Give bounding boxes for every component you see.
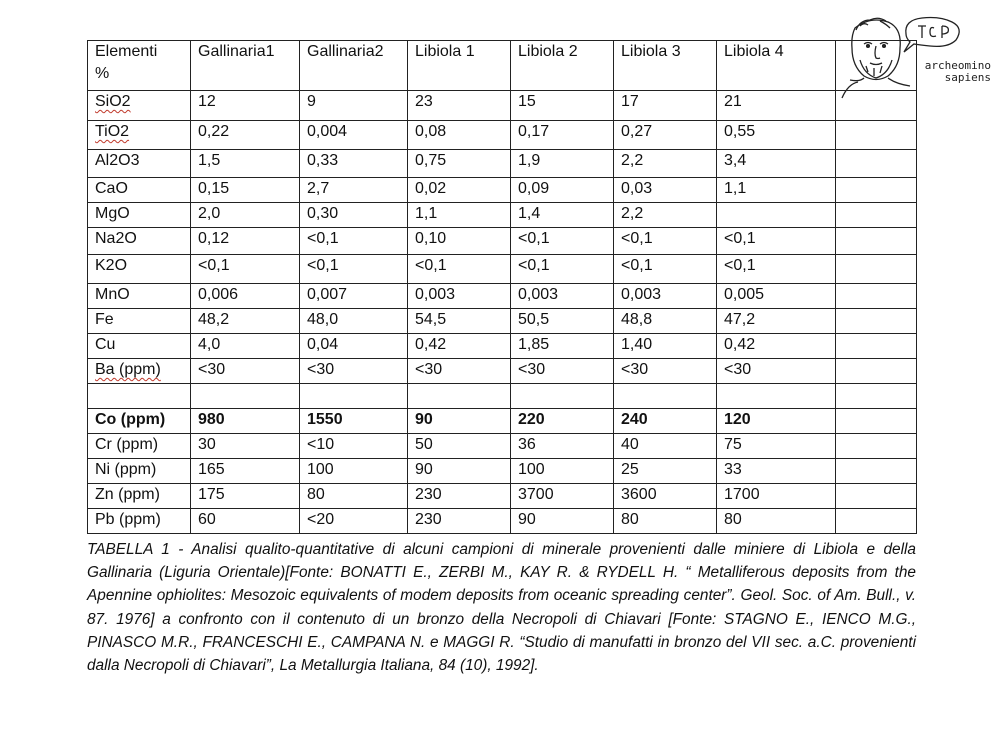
header-cell-text: Libiola 1 <box>415 43 475 60</box>
value-cell <box>836 459 917 484</box>
value-cell: <30 <box>300 359 408 384</box>
row-label: CaO <box>95 180 128 197</box>
table-row <box>88 484 917 509</box>
value-cell: 1550 <box>300 409 408 434</box>
value-cell: 47,2 <box>717 309 836 334</box>
value-cell: 50 <box>408 434 511 459</box>
value-cell: 220 <box>511 409 614 434</box>
row-label: Zn (ppm) <box>95 486 160 503</box>
row-label-cell <box>88 434 191 459</box>
value-cell: 60 <box>191 509 300 534</box>
value-cell: 0,15 <box>191 178 300 203</box>
table-row <box>88 384 917 409</box>
value-cell: 0,003 <box>614 284 717 309</box>
value-cell: <0,1 <box>300 255 408 284</box>
header-cell-text: Gallinaria2 <box>307 43 384 60</box>
value-cell: 1,9 <box>511 150 614 178</box>
value-cell: <0,1 <box>717 255 836 284</box>
header-cell <box>614 41 717 91</box>
table-row <box>88 203 917 228</box>
value-cell: 230 <box>408 509 511 534</box>
header-cell-text: Libiola 3 <box>621 43 681 60</box>
table-row <box>88 255 917 284</box>
logo-line-2: sapiens <box>944 71 991 84</box>
value-cell: 90 <box>408 459 511 484</box>
value-cell: 0,003 <box>511 284 614 309</box>
value-cell: 0,22 <box>191 121 300 150</box>
value-cell <box>836 309 917 334</box>
value-cell: 2,2 <box>614 203 717 228</box>
value-cell: <0,1 <box>717 228 836 255</box>
row-label-cell <box>88 121 191 150</box>
value-cell <box>836 255 917 284</box>
value-cell: 0,007 <box>300 284 408 309</box>
value-cell: <30 <box>511 359 614 384</box>
value-cell <box>836 359 917 384</box>
value-cell: 1,40 <box>614 334 717 359</box>
value-cell: 25 <box>614 459 717 484</box>
table-row <box>88 359 917 384</box>
value-cell <box>408 384 511 409</box>
value-cell: 4,0 <box>191 334 300 359</box>
value-cell: 9 <box>300 91 408 121</box>
value-cell: 1,1 <box>408 203 511 228</box>
table-row <box>88 459 917 484</box>
table-row <box>88 434 917 459</box>
value-cell: 240 <box>614 409 717 434</box>
row-label-cell <box>88 484 191 509</box>
value-cell: 3600 <box>614 484 717 509</box>
value-cell <box>836 228 917 255</box>
value-cell: 100 <box>300 459 408 484</box>
header-cell <box>300 41 408 91</box>
value-cell: 3,4 <box>717 150 836 178</box>
value-cell: 0,12 <box>191 228 300 255</box>
value-cell <box>836 434 917 459</box>
table-row <box>88 121 917 150</box>
value-cell: 230 <box>408 484 511 509</box>
row-label-cell <box>88 309 191 334</box>
value-cell <box>836 178 917 203</box>
row-label: Pb (ppm) <box>95 511 161 528</box>
header-cell-text: % <box>95 65 110 82</box>
value-cell: 0,75 <box>408 150 511 178</box>
value-cell: 120 <box>717 409 836 434</box>
row-label: Ni (ppm) <box>95 461 157 478</box>
value-cell: <30 <box>191 359 300 384</box>
value-cell: 90 <box>511 509 614 534</box>
value-cell: 1,85 <box>511 334 614 359</box>
row-label-cell <box>88 284 191 309</box>
row-label: Fe <box>95 311 114 328</box>
value-cell: <30 <box>614 359 717 384</box>
value-cell: 0,005 <box>717 284 836 309</box>
value-cell: <0,1 <box>511 228 614 255</box>
value-cell: <10 <box>300 434 408 459</box>
value-cell: 3700 <box>511 484 614 509</box>
value-cell: 0,09 <box>511 178 614 203</box>
value-cell: 21 <box>717 91 836 121</box>
value-cell: 1,5 <box>191 150 300 178</box>
row-label-cell <box>88 409 191 434</box>
value-cell <box>836 384 917 409</box>
value-cell: 0,42 <box>408 334 511 359</box>
table-row <box>88 228 917 255</box>
logo-line-1: archeomino <box>924 59 991 72</box>
value-cell: 165 <box>191 459 300 484</box>
value-cell: 48,8 <box>614 309 717 334</box>
row-label: Co (ppm) <box>95 411 166 428</box>
value-cell: 12 <box>191 91 300 121</box>
value-cell <box>717 384 836 409</box>
row-label: Cu <box>95 336 116 353</box>
value-cell: 40 <box>614 434 717 459</box>
value-cell: 100 <box>511 459 614 484</box>
row-label: SiO2 <box>95 93 131 110</box>
value-cell: <0,1 <box>408 255 511 284</box>
value-cell <box>717 203 836 228</box>
table-header-row <box>88 41 917 91</box>
value-cell: 1,4 <box>511 203 614 228</box>
header-cell <box>408 41 511 91</box>
value-cell: 90 <box>408 409 511 434</box>
header-cell <box>717 41 836 91</box>
row-label-cell <box>88 334 191 359</box>
value-cell: 33 <box>717 459 836 484</box>
value-cell: 2,2 <box>614 150 717 178</box>
value-cell <box>300 384 408 409</box>
row-label-cell <box>88 509 191 534</box>
value-cell: 980 <box>191 409 300 434</box>
row-label-cell <box>88 459 191 484</box>
value-cell <box>836 509 917 534</box>
header-cell <box>511 41 614 91</box>
value-cell: 0,30 <box>300 203 408 228</box>
value-cell: 36 <box>511 434 614 459</box>
row-label: TiO2 <box>95 123 130 140</box>
value-cell: 0,55 <box>717 121 836 150</box>
value-cell: 23 <box>408 91 511 121</box>
row-label-cell <box>88 150 191 178</box>
value-cell: 0,42 <box>717 334 836 359</box>
caveman-face-logo-icon <box>830 8 990 108</box>
value-cell: 1,1 <box>717 178 836 203</box>
value-cell <box>836 203 917 228</box>
value-cell: 0,10 <box>408 228 511 255</box>
table-row <box>88 178 917 203</box>
value-cell: 80 <box>300 484 408 509</box>
value-cell: 30 <box>191 434 300 459</box>
value-cell: 54,5 <box>408 309 511 334</box>
table-row <box>88 91 917 121</box>
row-label-cell <box>88 203 191 228</box>
row-label: MnO <box>95 286 130 303</box>
value-cell: <0,1 <box>511 255 614 284</box>
header-cell-text: Libiola 4 <box>724 43 784 60</box>
value-cell: 2,7 <box>300 178 408 203</box>
value-cell: <30 <box>408 359 511 384</box>
value-cell: 50,5 <box>511 309 614 334</box>
row-label: Ba (ppm) <box>95 361 161 378</box>
value-cell <box>836 121 917 150</box>
header-cell <box>191 41 300 91</box>
table-row <box>88 284 917 309</box>
header-cell-text: Elementi <box>95 43 158 60</box>
row-label-cell <box>88 178 191 203</box>
value-cell: 0,02 <box>408 178 511 203</box>
value-cell: <0,1 <box>614 255 717 284</box>
table-row <box>88 150 917 178</box>
value-cell: <0,1 <box>191 255 300 284</box>
value-cell: <30 <box>717 359 836 384</box>
value-cell <box>836 150 917 178</box>
row-label: Cr (ppm) <box>95 436 159 453</box>
row-label-cell <box>88 384 191 409</box>
row-label-cell <box>88 255 191 284</box>
header-cell <box>88 41 191 91</box>
value-cell: 1700 <box>717 484 836 509</box>
header-cell-text: Libiola 2 <box>518 43 578 60</box>
row-label: Al2O3 <box>95 152 140 169</box>
row-label: MgO <box>95 205 130 222</box>
header-cell-text: Gallinaria1 <box>198 43 275 60</box>
value-cell: <20 <box>300 509 408 534</box>
value-cell: 17 <box>614 91 717 121</box>
value-cell: 75 <box>717 434 836 459</box>
table-row <box>88 309 917 334</box>
value-cell <box>836 484 917 509</box>
value-cell: 0,004 <box>300 121 408 150</box>
value-cell: 2,0 <box>191 203 300 228</box>
value-cell: 0,27 <box>614 121 717 150</box>
value-cell <box>836 334 917 359</box>
value-cell: 48,0 <box>300 309 408 334</box>
value-cell <box>614 384 717 409</box>
value-cell <box>836 409 917 434</box>
value-cell: <0,1 <box>300 228 408 255</box>
value-cell: 48,2 <box>191 309 300 334</box>
value-cell: 175 <box>191 484 300 509</box>
value-cell: 0,003 <box>408 284 511 309</box>
row-label: Na2O <box>95 230 137 247</box>
table-caption: TABELLA 1 - Analisi qualito-quantitative di alcuni campioni di minerale provenienti dalle miniere di Libiola e della Gallinaria (Liguria Orientale)[Fonte: BONATTI E., ZERBI M., KAY R. & RYDELL H. “ Metalliferous deposits from the Apennine ophiolites: Mesozoic equivalents of modem deposits from oceanic spreading center”. Geol. Soc. of Am. Bull., v. 87. 1976] a confronto con il contenuto di un bronzo della Necropoli di Chiavari [Fonte: STAGNO E., IENCO M.G., PINASCO M.R., FRANCESCHI E., CAMPANA N. e MAGGI R. “Studio di manufatti in bronzo del VII sec. a.C. provenienti dalla Necropoli di Chiavari”, La Metallurgia Italiana, 84 (10), 1992]. <box>87 541 916 675</box>
logo-text <box>915 60 991 84</box>
value-cell: 0,03 <box>614 178 717 203</box>
value-cell <box>511 384 614 409</box>
value-cell: 0,08 <box>408 121 511 150</box>
row-label-cell <box>88 228 191 255</box>
value-cell <box>836 284 917 309</box>
row-label: K2O <box>95 257 128 274</box>
value-cell: 0,006 <box>191 284 300 309</box>
value-cell: 80 <box>614 509 717 534</box>
value-cell: 15 <box>511 91 614 121</box>
table-row <box>88 509 917 534</box>
value-cell: 0,33 <box>300 150 408 178</box>
row-label-cell <box>88 91 191 121</box>
table-row <box>88 334 917 359</box>
mineral-analysis-table <box>87 40 917 534</box>
value-cell: <0,1 <box>614 228 717 255</box>
table-row <box>88 409 917 434</box>
value-cell: 80 <box>717 509 836 534</box>
value-cell <box>191 384 300 409</box>
row-label-cell <box>88 359 191 384</box>
value-cell: 0,17 <box>511 121 614 150</box>
value-cell: 0,04 <box>300 334 408 359</box>
